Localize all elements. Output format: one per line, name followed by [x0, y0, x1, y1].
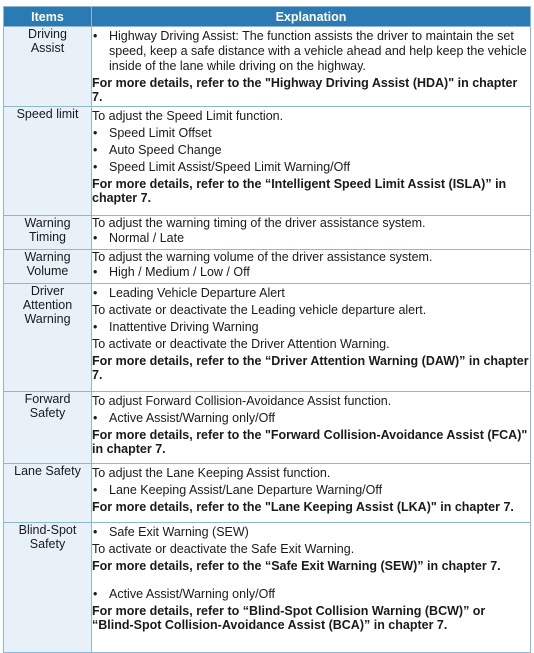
bullet-glyph: • — [93, 483, 98, 497]
intro-text: To adjust the warning timing of the driver assistance system. — [92, 216, 426, 230]
bullet-glyph: • — [93, 286, 98, 300]
bullet-item: • Safe Exit Warning (SEW) — [93, 525, 249, 539]
bullet-item: • Speed Limit Offset — [93, 126, 212, 140]
description-text: To activate or deactivate the Driver Attention Warning. — [92, 337, 390, 351]
explanation-cell — [92, 27, 531, 107]
item-cell — [4, 27, 92, 107]
item-label-line: Forward — [24, 392, 71, 406]
bullet-item: • Speed Limit Assist/Speed Limit Warning/Off — [93, 160, 351, 174]
bullet-item: • Inattentive Driving Warning — [93, 320, 259, 334]
settings-table — [3, 6, 531, 653]
table-row-blind-spot-safety — [4, 523, 531, 653]
reference-note: For more details, refer to the "Forward Collision-Avoidance Assist (FCA)" in chapter 7. — [92, 428, 528, 456]
bullet-item: • Leading Vehicle Departure Alert — [93, 286, 285, 300]
reference-note: For more details, refer to “Blind-Spot Collision Warning (BCW)” or “Blind-Spot Collision-Avoidance Assist (BCA)” in chapter 7. — [92, 604, 486, 632]
item-label-line: Attention — [22, 298, 73, 312]
item-label-line: Safety — [29, 406, 66, 420]
intro-text: To adjust the Speed Limit function. — [92, 109, 284, 123]
intro-text: To adjust the Lane Keeping Assist function. — [92, 466, 331, 480]
bullet-glyph: • — [93, 231, 98, 245]
reference-note: For more details, refer to the “Safe Exit Warning (SEW)” in chapter 7. — [92, 559, 501, 573]
reference-note: For more details, refer to the "Lane Keeping Assist (LKA)" in chapter 7. — [92, 500, 514, 514]
bullet-glyph: • — [93, 525, 98, 539]
bullet-item: • Lane Keeping Assist/Lane Departure Warning/Off — [93, 483, 383, 497]
table-row-warning-volume — [4, 250, 531, 284]
item-label-line: Safety — [29, 537, 66, 551]
item-label-line: Timing — [28, 230, 67, 244]
item-cell — [4, 250, 92, 284]
bullet-glyph: • — [93, 160, 98, 174]
description-text: To activate or deactivate the Leading vehicle departure alert. — [92, 303, 427, 317]
reference-note: For more details, refer to the "Highway Driving Assist (HDA)" in chapter 7. — [92, 76, 518, 104]
item-label-line: Warning — [24, 216, 71, 230]
table-header-row — [4, 7, 531, 27]
bullet-glyph: • — [93, 320, 98, 334]
bullet-glyph: • — [93, 265, 98, 279]
bullet-item: • Auto Speed Change — [93, 143, 222, 157]
item-label-line: Volume — [26, 264, 69, 278]
table-row-driving-assist — [4, 27, 531, 107]
item-cell — [4, 107, 92, 216]
explanation-cell — [92, 464, 531, 523]
description-text: To activate or deactivate the Safe Exit Warning. — [92, 542, 355, 556]
explanation-cell — [92, 392, 531, 464]
bullet-item: • Active Assist/Warning only/Off — [93, 411, 276, 425]
intro-text: To adjust Forward Collision-Avoidance Assist function. — [92, 394, 392, 408]
explanation-cell — [92, 523, 531, 653]
table-row-speed-limit — [4, 107, 531, 216]
item-label-line: Driving — [28, 27, 67, 41]
explanation-cell — [92, 107, 531, 216]
table-row-forward-safety — [4, 392, 531, 464]
item-cell — [4, 523, 92, 653]
item-label-line: Driver — [30, 284, 65, 298]
table-row-driver-attention-warning — [4, 284, 531, 392]
item-label-line: Warning — [24, 312, 71, 326]
bullet-glyph: • — [93, 587, 98, 601]
bullet-glyph: • — [93, 143, 98, 157]
table-row-lane-safety — [4, 464, 531, 523]
reference-note: For more details, refer to the “Intelligent Speed Limit Assist (ISLA)” in chapter 7. — [92, 177, 507, 205]
item-cell — [4, 392, 92, 464]
items-column-header: Items — [4, 7, 92, 27]
reference-note: For more details, refer to the “Driver Attention Warning (DAW)” in chapter 7. — [92, 354, 529, 382]
bullet-glyph: • — [93, 126, 98, 140]
explanation-cell — [92, 250, 531, 284]
item-label-line: Blind-Spot — [18, 523, 77, 537]
bullet-item: • Highway Driving Assist: The function assists the driver to maintain the set speed, keep a safe distance with a vehicle ahead and help keep the vehicle inside of the lane while driving on the highway. — [93, 29, 527, 73]
item-label-line: Assist — [30, 41, 65, 55]
item-label-line: Lane Safety — [14, 464, 81, 478]
item-label-line: Speed limit — [16, 107, 79, 121]
item-label-line: Warning — [24, 250, 71, 264]
item-cell — [4, 284, 92, 392]
table-row-warning-timing — [4, 216, 531, 250]
bullet-item: • High / Medium / Low / Off — [93, 265, 250, 279]
bullet-item: • Normal / Late — [93, 231, 185, 245]
explanation-cell — [92, 284, 531, 392]
intro-text: To adjust the warning volume of the driver assistance system. — [92, 250, 433, 264]
bullet-item: • Active Assist/Warning only/Off — [93, 587, 276, 601]
item-cell — [4, 216, 92, 250]
explanation-cell — [92, 216, 531, 250]
bullet-glyph: • — [93, 411, 98, 425]
item-cell — [4, 464, 92, 523]
explanation-column-header: Explanation — [92, 7, 531, 27]
bullet-glyph: • — [93, 29, 98, 43]
